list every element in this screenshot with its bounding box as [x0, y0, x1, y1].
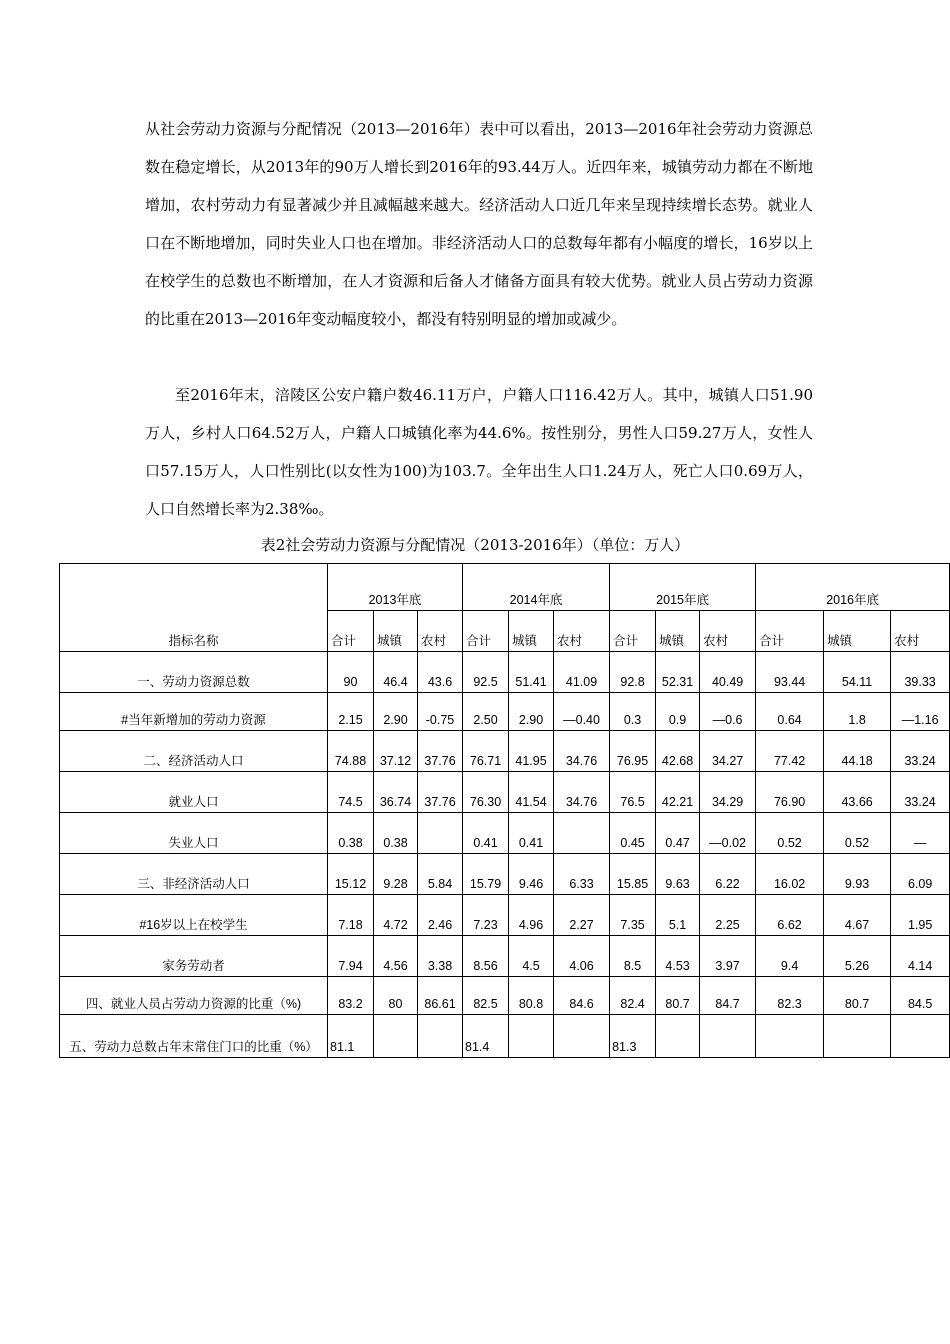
- table-body: [60, 652, 950, 1058]
- table-cell: 8.5: [610, 936, 656, 977]
- table-cell: [891, 1015, 950, 1058]
- table-cell: —0.02: [700, 813, 756, 854]
- table-cell: —0.40: [554, 693, 610, 731]
- table-cell: 0.41: [509, 813, 554, 854]
- table-cell: 0.38: [374, 813, 418, 854]
- table-cell: 40.49: [700, 652, 756, 693]
- table-cell: 5.26: [824, 936, 891, 977]
- table-cell: 8.56: [463, 936, 509, 977]
- table-cell: 4.14: [891, 936, 950, 977]
- table-cell: 4.06: [554, 936, 610, 977]
- table-cell: 6.22: [700, 854, 756, 895]
- table-cell: 3.97: [700, 936, 756, 977]
- row-label: #当年新增加的劳动力资源: [60, 693, 328, 731]
- subheader-urban: 城镇: [824, 611, 891, 652]
- labor-resource-table: [59, 563, 950, 1058]
- table-cell: 82.4: [610, 977, 656, 1015]
- year-header-2013: 2013年底: [328, 564, 463, 611]
- table-cell: 0.38: [328, 813, 374, 854]
- table-row: [60, 652, 950, 693]
- table-row: [60, 731, 950, 772]
- year-header-2014: 2014年底: [463, 564, 610, 611]
- indicator-name-header: 指标名称: [60, 564, 328, 652]
- table-cell: 6.09: [891, 854, 950, 895]
- table-cell: 34.29: [700, 772, 756, 813]
- table-cell: 44.18: [824, 731, 891, 772]
- table-cell: —: [891, 813, 950, 854]
- table-cell: 84.7: [700, 977, 756, 1015]
- table-cell: 84.6: [554, 977, 610, 1015]
- row-label: 就业人口: [60, 772, 328, 813]
- table-cell: [700, 1015, 756, 1058]
- row-label: 二、经济活动人口: [60, 731, 328, 772]
- table-cell: 43.6: [418, 652, 463, 693]
- table-cell: 3.38: [418, 936, 463, 977]
- table-cell: 4.72: [374, 895, 418, 936]
- table-cell: 90: [328, 652, 374, 693]
- table-cell: 42.68: [656, 731, 700, 772]
- table-cell: [418, 813, 463, 854]
- table-cell: 82.5: [463, 977, 509, 1015]
- table-cell: 76.71: [463, 731, 509, 772]
- table-cell: 36.74: [374, 772, 418, 813]
- table-cell: 1.95: [891, 895, 950, 936]
- table-cell: 81.1: [328, 1015, 374, 1058]
- table-cell: 9.63: [656, 854, 700, 895]
- table-cell: 0.3: [610, 693, 656, 731]
- subheader-urban: 城镇: [509, 611, 554, 652]
- table-cell: 15.12: [328, 854, 374, 895]
- table-cell: 33.24: [891, 772, 950, 813]
- subheader-rural: 农村: [554, 611, 610, 652]
- table-cell: 4.53: [656, 936, 700, 977]
- table-cell: 77.42: [756, 731, 824, 772]
- table-cell: [374, 1015, 418, 1058]
- subheader-rural: 农村: [891, 611, 950, 652]
- table-cell: 74.5: [328, 772, 374, 813]
- table-cell: 80: [374, 977, 418, 1015]
- table-cell: 9.28: [374, 854, 418, 895]
- table-row: [60, 936, 950, 977]
- table-row: [60, 854, 950, 895]
- table-cell: 41.09: [554, 652, 610, 693]
- table-cell: [509, 1015, 554, 1058]
- table-cell: 92.8: [610, 652, 656, 693]
- table-cell: [554, 813, 610, 854]
- subheader-total: 合计: [756, 611, 824, 652]
- table-cell: 41.54: [509, 772, 554, 813]
- table-cell: 41.95: [509, 731, 554, 772]
- table-cell: 0.41: [463, 813, 509, 854]
- paragraph-population-summary: 至2016年末，涪陵区公安户籍户数46.11万户，户籍人口116.42万人。其中，城镇人口51.90万人，乡村人口64.52万人，户籍人口城镇化率为44.6%。按性别分，男性人口59.27万人，女性人口57.15万人，人口性别比(以女性为100)为103.7。全年出生人口1.24万人，死亡人口0.69万人，人口自然增长率为2.38‰。: [145, 386, 813, 518]
- table-cell: 74.88: [328, 731, 374, 772]
- subheader-urban: 城镇: [656, 611, 700, 652]
- table-cell: 7.18: [328, 895, 374, 936]
- year-header-2016: 2016年底: [756, 564, 950, 611]
- subheader-rural: 农村: [418, 611, 463, 652]
- table-caption: 表2社会劳动力资源与分配情况（2013-2016年）（单位：万人）: [260, 536, 690, 554]
- subheader-total: 合计: [610, 611, 656, 652]
- table-cell: 4.56: [374, 936, 418, 977]
- table-cell: 7.94: [328, 936, 374, 977]
- table-cell: 1.8: [824, 693, 891, 731]
- table-cell: [756, 1015, 824, 1058]
- table-row: [60, 895, 950, 936]
- table-cell: 2.27: [554, 895, 610, 936]
- table-cell: 2.90: [374, 693, 418, 731]
- table-cell: 7.23: [463, 895, 509, 936]
- row-label: 失业人口: [60, 813, 328, 854]
- table-row: [60, 977, 950, 1015]
- table-cell: 46.4: [374, 652, 418, 693]
- table-cell: 83.2: [328, 977, 374, 1015]
- table-cell: 2.15: [328, 693, 374, 731]
- table-cell: 39.33: [891, 652, 950, 693]
- table-cell: 37.12: [374, 731, 418, 772]
- row-label: 五、劳动力总数占年末常住门口的比重（%）: [60, 1015, 328, 1058]
- table-cell: [418, 1015, 463, 1058]
- row-label: #16岁以上在校学生: [60, 895, 328, 936]
- table-cell: 6.62: [756, 895, 824, 936]
- table-cell: 92.5: [463, 652, 509, 693]
- table-cell: 2.50: [463, 693, 509, 731]
- table-cell: 37.76: [418, 731, 463, 772]
- table-cell: 4.67: [824, 895, 891, 936]
- subheader-rural: 农村: [700, 611, 756, 652]
- table-cell: [656, 1015, 700, 1058]
- table-cell: 0.47: [656, 813, 700, 854]
- table-cell: 0.52: [756, 813, 824, 854]
- table-cell: [824, 1015, 891, 1058]
- table-cell: 76.90: [756, 772, 824, 813]
- table-cell: 93.44: [756, 652, 824, 693]
- subheader-total: 合计: [328, 611, 374, 652]
- table-cell: 0.52: [824, 813, 891, 854]
- table-row: [60, 693, 950, 731]
- year-header-2015: 2015年底: [610, 564, 756, 611]
- table-cell: 76.30: [463, 772, 509, 813]
- table-cell: 82.3: [756, 977, 824, 1015]
- subheader-total: 合计: [463, 611, 509, 652]
- row-label: 家务劳动者: [60, 936, 328, 977]
- table-cell: 80.7: [656, 977, 700, 1015]
- table-cell: 5.1: [656, 895, 700, 936]
- table-cell: 80.7: [824, 977, 891, 1015]
- table-cell: 51.41: [509, 652, 554, 693]
- row-label: 三、非经济活动人口: [60, 854, 328, 895]
- table-cell: 81.3: [610, 1015, 656, 1058]
- table-cell: 76.5: [610, 772, 656, 813]
- table-row: [60, 813, 950, 854]
- table-cell: 76.95: [610, 731, 656, 772]
- table-cell: 42.21: [656, 772, 700, 813]
- table-cell: 9.46: [509, 854, 554, 895]
- table-cell: 7.35: [610, 895, 656, 936]
- table-cell: 4.96: [509, 895, 554, 936]
- table-cell: -0.75: [418, 693, 463, 731]
- table-cell: 37.76: [418, 772, 463, 813]
- table-row: [60, 1015, 950, 1058]
- table-cell: 2.25: [700, 895, 756, 936]
- row-label: 一、劳动力资源总数: [60, 652, 328, 693]
- table-cell: —1.16: [891, 693, 950, 731]
- table-cell: 54.11: [824, 652, 891, 693]
- table-cell: 0.45: [610, 813, 656, 854]
- table-cell: 86.61: [418, 977, 463, 1015]
- table-cell: 34.27: [700, 731, 756, 772]
- table-cell: 9.93: [824, 854, 891, 895]
- table-cell: 43.66: [824, 772, 891, 813]
- table-cell: 0.9: [656, 693, 700, 731]
- table-cell: 9.4: [756, 936, 824, 977]
- paragraph-labor-analysis: 从社会劳动力资源与分配情况（2013—2016年）表中可以看出，2013—2016年社会劳动力资源总数在稳定增长，从2013年的90万人增长到2016年的93.44万人。近四年来，城镇劳动力都在不断地增加，农村劳动力有显著减少并且减幅越来越大。经济活动人口近几年来呈现持续增长态势。就业人口在不断地增加，同时失业人口也在增加。非经济活动人口的总数每年都有小幅度的增长，16岁以上在校学生的总数也不断增加，在人才资源和后备人才储备方面具有较大优势。就业人员占劳动力资源的比重在2013—2016年变动幅度较小，都没有特别明显的增加或减少。: [145, 120, 813, 328]
- table-header-years: [60, 564, 950, 611]
- table-cell: 52.31: [656, 652, 700, 693]
- table-cell: 5.84: [418, 854, 463, 895]
- table-cell: 34.76: [554, 772, 610, 813]
- table-cell: 4.5: [509, 936, 554, 977]
- table-cell: 84.5: [891, 977, 950, 1015]
- table-cell: 33.24: [891, 731, 950, 772]
- table-row: [60, 772, 950, 813]
- row-label: 四、就业人员占劳动力资源的比重（%): [60, 977, 328, 1015]
- table-cell: [554, 1015, 610, 1058]
- table-cell: —0.6: [700, 693, 756, 731]
- table-cell: 15.79: [463, 854, 509, 895]
- table-cell: 16.02: [756, 854, 824, 895]
- table-cell: 81.4: [463, 1015, 509, 1058]
- table-cell: 2.46: [418, 895, 463, 936]
- table-cell: 6.33: [554, 854, 610, 895]
- subheader-urban: 城镇: [374, 611, 418, 652]
- table-cell: 15.85: [610, 854, 656, 895]
- table-cell: 2.90: [509, 693, 554, 731]
- table-cell: 0.64: [756, 693, 824, 731]
- table-cell: 80.8: [509, 977, 554, 1015]
- table-cell: 34.76: [554, 731, 610, 772]
